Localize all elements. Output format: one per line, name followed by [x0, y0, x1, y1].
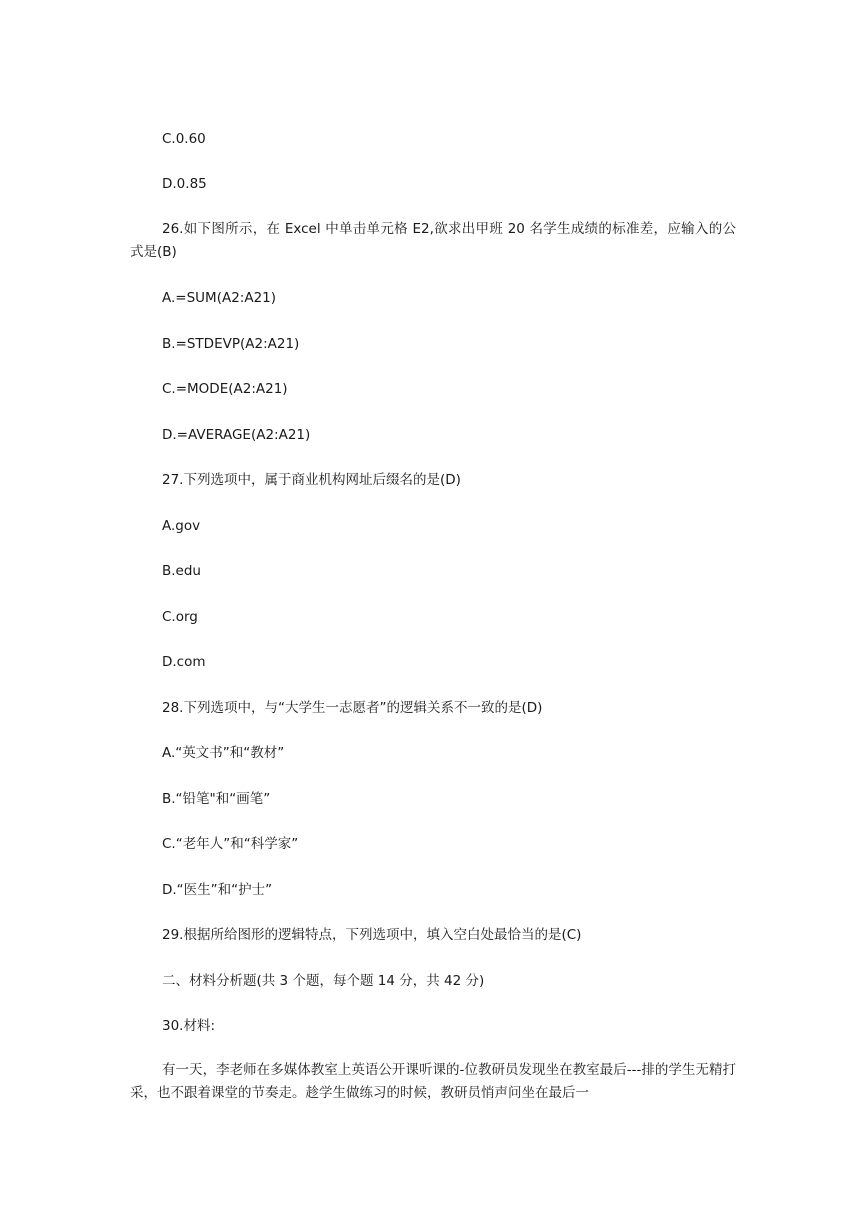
question-30: 30.材料: [162, 1018, 216, 1034]
option-d-25: D.0.85 [162, 176, 207, 192]
option-a-27: A.gov [162, 518, 201, 534]
option-c-28: C.“老年人”和“科学家” [162, 836, 299, 852]
option-d-27: D.com [162, 654, 206, 670]
option-a-28: A.“英文书”和“教材” [162, 745, 285, 761]
section-heading: 二、材料分析题(共 3 个题，每个题 14 分，共 42 分) [162, 973, 485, 989]
option-c-25: C.0.60 [162, 131, 206, 147]
option-d-26: D.=AVERAGE(A2:A21) [162, 427, 311, 443]
option-a-26: A.=SUM(A2:A21) [162, 290, 277, 306]
material-paragraph: 有一天，李老师在多媒体教室上英语公开课听课的-位教研员发现坐在教室最后---排的学生无精打采，也不跟着课堂的节奏走。趁学生做练习的时候，教研员悄声问坐在最后一 [130, 1062, 736, 1101]
option-b-26: B.=STDEVP(A2:A21) [162, 336, 300, 352]
question-28: 28.下列选项中，与“大学生一志愿者”的逻辑关系不一致的是(D) [162, 700, 543, 716]
option-c-27: C.org [162, 609, 198, 625]
option-d-28: D.“医生”和“护士” [162, 882, 273, 898]
option-c-26: C.=MODE(A2:A21) [162, 381, 288, 397]
question-27: 27.下列选项中，属于商业机构网址后缀名的是(D) [162, 472, 461, 488]
question-26: 26.如下图所示，在 Excel 中单击单元格 E2,欲求出甲班 20 名学生成绩的标准差，应输入的公式是(B) [130, 221, 736, 260]
question-29: 29.根据所给图形的逻辑特点，下列选项中，填入空白处最恰当的是(C) [162, 927, 582, 943]
option-b-27: B.edu [162, 563, 201, 579]
option-b-28: B.“铅笔"和“画笔” [162, 791, 271, 807]
